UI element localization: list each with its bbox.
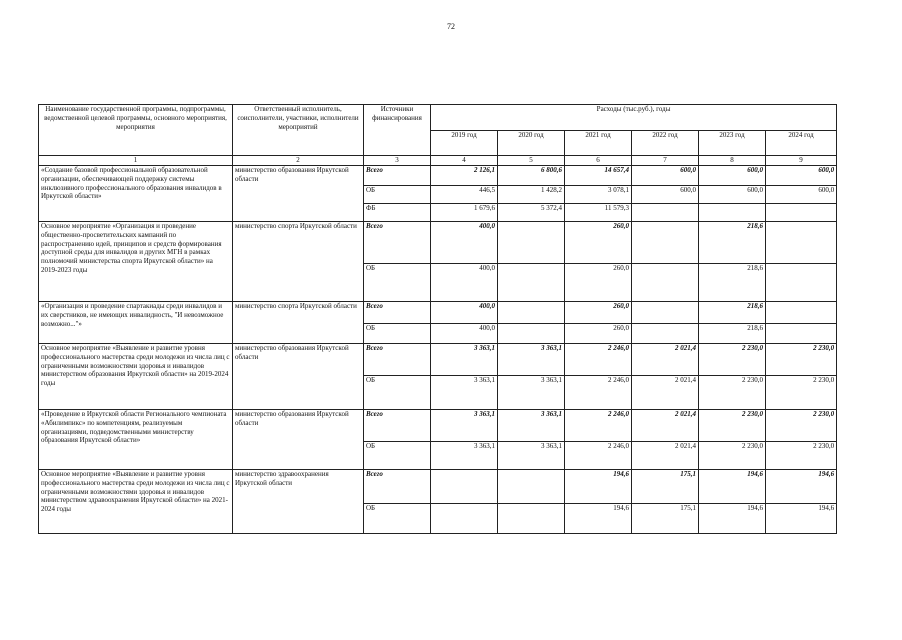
header-expenses: Расходы (тыс.руб.), годы xyxy=(431,105,837,131)
program-name: «Проведение в Иркутской области Регионального чемпионата «Абилимпикс» по компетенциям, реализуемым организациями, подведомственными министерству образования Иркутской области» xyxy=(39,410,233,470)
program-name: «Организация и проведение спартакиады среди инвалидов и их сверстников, не имеющих инвалидность, "И невозможное возможно..."» xyxy=(39,302,233,344)
expense-value: 218,6 xyxy=(699,264,766,302)
expense-value: 11 579,3 xyxy=(565,204,632,222)
expense-value: 600,0 xyxy=(632,186,699,204)
expense-value: 3 363,1 xyxy=(498,442,565,470)
expense-value xyxy=(632,222,699,264)
funding-source: Всего xyxy=(364,410,431,442)
header-year: 2023 год xyxy=(699,131,766,156)
funding-source: ОБ xyxy=(364,376,431,410)
expense-value: 260,0 xyxy=(565,324,632,344)
column-number: 5 xyxy=(498,156,565,166)
funding-source: ОБ xyxy=(364,324,431,344)
executor: министерство образования Иркутской области xyxy=(233,344,364,410)
table-row xyxy=(39,166,837,186)
expense-value: 5 372,4 xyxy=(498,204,565,222)
expense-value: 600,0 xyxy=(699,166,766,186)
column-number: 6 xyxy=(565,156,632,166)
expense-value xyxy=(766,264,837,302)
expense-value xyxy=(699,204,766,222)
expense-value: 218,6 xyxy=(699,324,766,344)
expense-value: 2 230,0 xyxy=(699,410,766,442)
header-year: 2024 год xyxy=(766,131,837,156)
expense-value: 2 230,0 xyxy=(699,344,766,376)
expense-value: 600,0 xyxy=(766,186,837,204)
program-name: Основное мероприятие «Выявление и развитие уровня профессионального мастерства среди молодежи из числа лиц с ограниченными возможностями здоровья и инвалидов министерством здравоохранения Иркутской области» на 2021-2024 годы xyxy=(39,470,233,534)
expense-value: 446,5 xyxy=(431,186,498,204)
expense-value: 218,6 xyxy=(699,302,766,324)
expense-value xyxy=(498,504,565,534)
expense-value: 194,6 xyxy=(766,470,837,504)
expense-value: 2 230,0 xyxy=(766,410,837,442)
expense-value: 3 363,1 xyxy=(431,344,498,376)
page-number: 72 xyxy=(447,22,455,31)
executor: министерство спорта Иркутской области xyxy=(233,302,364,344)
header-source: Источники финансирования xyxy=(364,105,431,156)
expense-value: 194,6 xyxy=(766,504,837,534)
expense-value: 2 230,0 xyxy=(766,442,837,470)
expense-value: 2 246,0 xyxy=(565,410,632,442)
expense-value: 194,6 xyxy=(565,504,632,534)
header-year: 2019 год xyxy=(431,131,498,156)
column-number: 2 xyxy=(233,156,364,166)
expense-value: 3 363,1 xyxy=(431,410,498,442)
expense-value xyxy=(766,222,837,264)
expense-value: 194,6 xyxy=(699,504,766,534)
funding-source: Всего xyxy=(364,344,431,376)
expense-value: 2 021,4 xyxy=(632,376,699,410)
expense-value: 260,0 xyxy=(565,264,632,302)
column-number: 1 xyxy=(39,156,233,166)
column-number: 9 xyxy=(766,156,837,166)
expense-value: 1 679,6 xyxy=(431,204,498,222)
expense-value: 2 246,0 xyxy=(565,442,632,470)
expense-value: 1 428,2 xyxy=(498,186,565,204)
header-year: 2020 год xyxy=(498,131,565,156)
expense-value: 600,0 xyxy=(766,166,837,186)
expense-value: 400,0 xyxy=(431,324,498,344)
expense-value: 2 230,0 xyxy=(766,376,837,410)
expense-value: 600,0 xyxy=(632,166,699,186)
expense-value xyxy=(498,222,565,264)
expense-value xyxy=(498,264,565,302)
expense-value: 2 126,1 xyxy=(431,166,498,186)
funding-source: ОБ xyxy=(364,504,431,534)
expense-value: 600,0 xyxy=(699,186,766,204)
expense-value xyxy=(632,324,699,344)
expense-value xyxy=(632,264,699,302)
expense-value: 218,6 xyxy=(699,222,766,264)
funding-source: ОБ xyxy=(364,186,431,204)
expense-value: 400,0 xyxy=(431,302,498,324)
header-executor: Ответственный исполнитель, соисполнители, участники, исполнители мероприятий xyxy=(233,105,364,156)
header-year: 2022 год xyxy=(632,131,699,156)
expense-value: 2 021,4 xyxy=(632,442,699,470)
expense-value: 14 657,4 xyxy=(565,166,632,186)
expense-value: 2 021,4 xyxy=(632,344,699,376)
expense-value: 2 230,0 xyxy=(699,376,766,410)
expense-value xyxy=(431,504,498,534)
expense-value xyxy=(632,204,699,222)
program-name: Основное мероприятие «Выявление и развитие уровня профессионального мастерства среди молодежи из числа лиц с ограниченными возможностями здоровья и инвалидов министерством образования Иркутской области» на 2019-2024 годы xyxy=(39,344,233,410)
expense-value: 3 363,1 xyxy=(498,410,565,442)
table-row xyxy=(39,222,837,264)
expense-value xyxy=(498,324,565,344)
funding-source: Всего xyxy=(364,166,431,186)
column-number: 4 xyxy=(431,156,498,166)
expense-value: 2 246,0 xyxy=(565,344,632,376)
program-name: «Создание базовой профессиональной образовательной организации, обеспечивающей поддержку системы инклюзивного профессионального образования инвалидов в Иркутской области» xyxy=(39,166,233,222)
funding-source: ОБ xyxy=(364,264,431,302)
executor: министерство здравоохранения Иркутской области xyxy=(233,470,364,534)
expense-value: 3 363,1 xyxy=(498,376,565,410)
expense-value: 400,0 xyxy=(431,222,498,264)
funding-source: ФБ xyxy=(364,204,431,222)
column-number: 7 xyxy=(632,156,699,166)
header-name: Наименование государственной программы, подпрограммы, ведомственной целевой программы, основного мероприятия, мероприятия xyxy=(39,105,233,156)
expense-value xyxy=(498,470,565,504)
column-number: 8 xyxy=(699,156,766,166)
table-row xyxy=(39,302,837,324)
expense-value: 2 230,0 xyxy=(699,442,766,470)
expense-value: 194,6 xyxy=(565,470,632,504)
funding-source: Всего xyxy=(364,470,431,504)
expense-value: 3 363,1 xyxy=(431,376,498,410)
executor: министерство образования Иркутской области xyxy=(233,410,364,470)
expense-value: 175,1 xyxy=(632,470,699,504)
header-year: 2021 год xyxy=(565,131,632,156)
table-row xyxy=(39,470,837,504)
expense-value xyxy=(632,302,699,324)
expense-value: 260,0 xyxy=(565,302,632,324)
expense-value: 3 078,1 xyxy=(565,186,632,204)
table-row xyxy=(39,344,837,376)
expense-value xyxy=(766,204,837,222)
expense-value xyxy=(498,302,565,324)
program-name: Основное мероприятие «Организация и проведение общественно-просветительских кампаний по распространению идей, принципов и средств формирования доступной среды для инвалидов и других МГН в рамках полномочий министерства спорта Иркутской области» на 2019-2023 годы xyxy=(39,222,233,302)
expense-value xyxy=(766,302,837,324)
expense-value: 3 363,1 xyxy=(431,442,498,470)
expense-value: 400,0 xyxy=(431,264,498,302)
expense-value: 175,1 xyxy=(632,504,699,534)
expense-value: 2 230,0 xyxy=(766,344,837,376)
column-number: 3 xyxy=(364,156,431,166)
expenses-table xyxy=(38,104,837,534)
expense-value: 6 800,6 xyxy=(498,166,565,186)
executor: министерство спорта Иркутской области xyxy=(233,222,364,302)
table-row xyxy=(39,410,837,442)
funding-source: Всего xyxy=(364,302,431,324)
expense-value xyxy=(431,470,498,504)
funding-source: ОБ xyxy=(364,442,431,470)
expense-value xyxy=(766,324,837,344)
expense-value: 2 246,0 xyxy=(565,376,632,410)
expense-value: 194,6 xyxy=(699,470,766,504)
expense-value: 260,0 xyxy=(565,222,632,264)
executor: министерство образования Иркутской области xyxy=(233,166,364,222)
expense-value: 3 363,1 xyxy=(498,344,565,376)
expense-value: 2 021,4 xyxy=(632,410,699,442)
funding-source: Всего xyxy=(364,222,431,264)
